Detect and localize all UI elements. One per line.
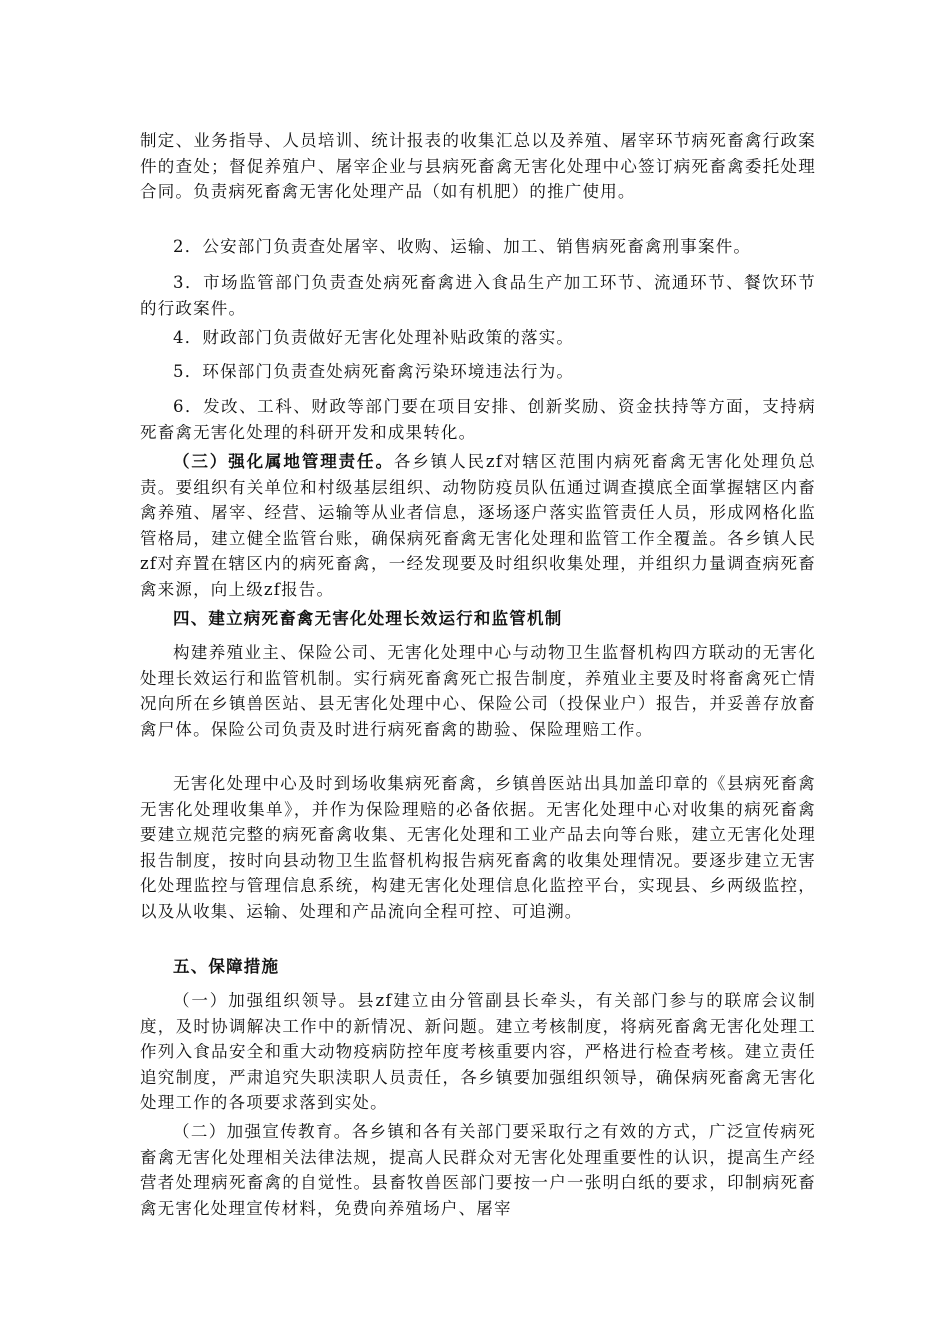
section-3-lead: （三）强化属地管理责任。: [173, 452, 394, 471]
paragraph-section-5b: （二）加强宣传教育。各乡镇和各有关部门要采取行之有效的方式，广泛宣传病死畜禽无害化处理相关法律法规，提高人民群众对无害化处理重要性的认识，提高生产经营者处理病死畜禽的自觉性。县畜牧兽医部门要按一户一张明白纸的要求，印制病死畜禽无害化处理宣传材料，免费向养殖场户、屠宰: [140, 1122, 816, 1218]
section-3-body: 各乡镇人民zf对辖区范围内病死畜禽无害化处理负总责。要组织有关单位和村级基层组织、动物防疫员队伍通过调查摸底全面掌握辖区内畜禽养殖、屠宰、经营、运输等从业者信息，逐场逐户落实监管责任人员，形成网格化监管格局，建立健全监管台账，确保病死畜禽无害化处理和监管工作全覆盖。各乡镇人民zf对弃置在辖区内的病死畜禽，一经发现要及时组织收集处理，并组织力量调查病死畜禽来源，向上级zf报告。: [140, 452, 816, 599]
paragraph-development: 6．发改、工科、财政等部门要在项目安排、创新奖励、资金扶持等方面，支持病死畜禽无害化处理的科研开发和成果转化。: [140, 397, 816, 442]
paragraph-finance: 4．财政部门负责做好无害化处理补贴政策的落实。: [173, 328, 575, 347]
paragraph-section-5a: （一）加强组织领导。县zf建立由分管副县长牵头，有关部门参与的联席会议制度，及时协调解决工作中的新情况、新问题。建立考核制度，将病死畜禽无害化处理工作列入食品安全和重大动物疫病防控年度考核重要内容，严格进行检查考核。建立责任追究制度，严肃追究失职渎职人员责任，各乡镇要加强组织领导，确保病死畜禽无害化处理工作的各项要求落到实处。: [140, 991, 816, 1112]
paragraph-section-4b: 无害化处理中心及时到场收集病死畜禽，乡镇兽医站出具加盖印章的《县病死畜禽无害化处理收集单》，并作为保险理赔的必备依据。无害化处理中心对收集的病死畜禽要建立规范完整的病死畜禽收集、无害化处理和工业产品去向等台账，建立无害化处理报告制度，按时向县动物卫生监督机构报告病死畜禽的收集处理情况。要逐步建立无害化处理监控与管理信息系统，构建无害化处理信息化监控平台，实现县、乡两级监控，以及从收集、运输、处理和产品流向全程可控、可追溯。: [140, 774, 816, 921]
paragraph-section-4a: 构建养殖业主、保险公司、无害化处理中心与动物卫生监督机构四方联动的无害化处理长效运行和监管机制。实行病死畜禽死亡报告制度，养殖业主要及时将畜禽死亡情况向所在乡镇兽医站、县无害化处理中心、保险公司（投保业户）报告，并妥善存放畜禽尸体。保险公司负责及时进行病死畜禽的勘验、保险理赔工作。: [140, 643, 816, 739]
paragraph-public-security: 2．公安部门负责查处屠宰、收购、运输、加工、销售病死畜禽刑事案件。: [173, 237, 752, 256]
paragraph-continued: 制定、业务指导、人员培训、统计报表的收集汇总以及养殖、屠宰环节病死畜禽行政案件的查处；督促养殖户、屠宰企业与县病死畜禽无害化处理中心签订病死畜禽委托处理合同。负责病死畜禽无害化处理产品（如有机肥）的推广使用。: [140, 131, 816, 201]
heading-section-5: 五、保障措施: [173, 957, 280, 976]
paragraph-environment: 5．环保部门负责查处病死畜禽污染环境违法行为。: [173, 362, 575, 381]
paragraph-section-3: [140, 449, 816, 602]
heading-section-4: 四、建立病死畜禽无害化处理长效运行和监管机制: [173, 609, 563, 628]
paragraph-market-supervision: 3．市场监管部门负责查处病死畜禽进入食品生产加工环节、流通环节、餐饮环节的行政案件。: [140, 273, 816, 318]
